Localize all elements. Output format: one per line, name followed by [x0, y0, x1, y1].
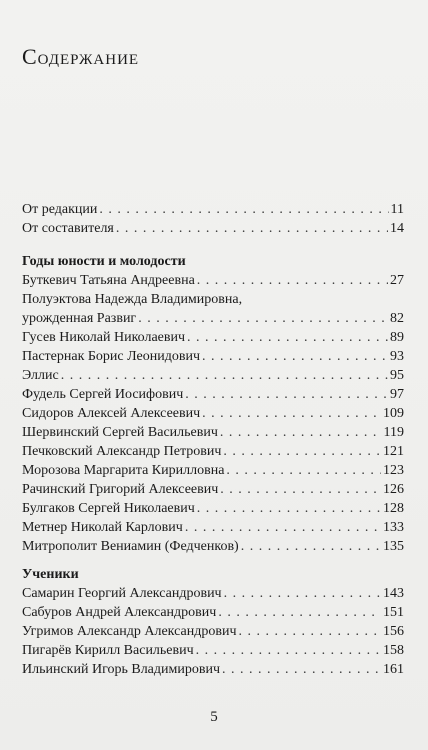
leader-dots: [241, 537, 381, 556]
toc-entry: [22, 423, 404, 442]
toc-entry: [22, 404, 404, 423]
toc-entry: [22, 366, 404, 385]
toc-entry-page: 123: [383, 463, 404, 478]
toc-entry-page: 11: [390, 202, 404, 217]
toc-entry-page: 158: [383, 643, 404, 658]
section-heading: Ученики: [22, 567, 79, 582]
toc-entry-title: Сидоров Алексей Алексеевич: [22, 406, 201, 421]
toc-entry-title: Шервинский Сергей Васильевич: [22, 425, 218, 440]
toc-entry-title: Пигарёв Кирилл Васильевич: [22, 643, 194, 658]
toc-entry: [22, 603, 404, 622]
toc-entry-page: 89: [390, 330, 404, 345]
toc-entry-page: 14: [390, 221, 404, 236]
toc-entry-title: От составителя: [22, 221, 114, 236]
leader-dots: [116, 219, 388, 238]
toc-section-youth: [22, 252, 404, 556]
toc-entry: [22, 537, 404, 556]
page-number: 5: [210, 709, 218, 725]
leader-dots: [238, 622, 381, 641]
toc-entry: [22, 442, 404, 461]
toc-entry-title: Митрополит Вениамин (Федченков): [22, 539, 239, 554]
toc-entry-page: 161: [383, 662, 404, 677]
leader-dots: [224, 584, 381, 603]
toc-entry: [22, 518, 404, 537]
leader-dots: [218, 603, 381, 622]
leader-dots: [196, 641, 381, 660]
leader-dots: [187, 328, 388, 347]
leader-dots: [223, 442, 381, 461]
toc-entry: [22, 660, 404, 679]
toc-entry-title: Пастернак Борис Леонидович: [22, 349, 200, 364]
toc-entry-title-continued: урожденная Развиг: [22, 311, 137, 326]
toc-entry: [22, 347, 404, 366]
toc-entry-title: Сабуров Андрей Александрович: [22, 605, 217, 620]
leader-dots: [185, 385, 388, 404]
toc-entry-title: Печковский Александр Петрович: [22, 444, 222, 459]
toc-entry: [22, 328, 404, 347]
toc-entry-title: Буткевич Татьяна Андреевна: [22, 273, 195, 288]
toc-entry-page: 156: [383, 624, 404, 639]
toc-entry-title: Метнер Николай Карлович: [22, 520, 183, 535]
toc-entry-title: Булгаков Сергей Николаевич: [22, 501, 195, 516]
toc-entry-title: Эллис: [22, 368, 59, 383]
toc-entry-title: Ильинский Игорь Владимирович: [22, 662, 221, 677]
toc-entry-page: 95: [390, 368, 404, 383]
leader-dots: [197, 499, 381, 518]
toc-entry-page: 109: [383, 406, 404, 421]
toc-entry: [22, 480, 404, 499]
toc-entry: [22, 271, 404, 290]
toc-entry-page: 27: [390, 273, 404, 288]
toc-entry-page: 128: [383, 501, 404, 516]
toc-entry-page: 151: [383, 605, 404, 620]
toc-entry-page: 126: [383, 482, 404, 497]
toc-entry-title: Морозова Маргарита Кирилловна: [22, 463, 225, 478]
toc-entry: [22, 622, 404, 641]
leader-dots: [185, 518, 381, 537]
toc-entry-page: 135: [383, 539, 404, 554]
leader-dots: [202, 404, 381, 423]
toc-entry-page: 143: [383, 586, 404, 601]
leader-dots: [138, 309, 388, 328]
toc-entry-page: 121: [383, 444, 404, 459]
toc-entry-title: Фудель Сергей Иосифович: [22, 387, 184, 402]
leader-dots: [222, 660, 381, 679]
toc-entry-title: От редакции: [22, 202, 98, 217]
toc-entry: [22, 461, 404, 480]
toc-entry: [22, 200, 404, 219]
toc-entry-page: 119: [383, 425, 404, 440]
leader-dots: [61, 366, 388, 385]
toc-entry-title: Самарин Георгий Александрович: [22, 586, 222, 601]
toc-entry-title: Полуэктова Надежда Владимировна,: [22, 292, 243, 307]
leader-dots: [197, 271, 388, 290]
toc-entry: [22, 499, 404, 518]
leader-dots: [202, 347, 388, 366]
toc-entry-title: Угримов Александр Александрович: [22, 624, 237, 639]
section-heading: Годы юности и молодости: [22, 254, 186, 269]
toc-entry-title: Рачинский Григорий Алексеевич: [22, 482, 219, 497]
leader-dots: [226, 461, 381, 480]
toc-entry-title: Гусев Николай Николаевич: [22, 330, 186, 345]
leader-dots: [220, 423, 382, 442]
toc-entry-page: 93: [390, 349, 404, 364]
front-matter: [22, 200, 404, 238]
toc-entry: [22, 385, 404, 404]
toc-entry: [22, 584, 404, 603]
toc-section-students: [22, 565, 404, 679]
toc-entry: [22, 290, 404, 328]
toc-entry-page: 82: [390, 311, 404, 326]
toc-entry-page: 97: [390, 387, 404, 402]
leader-dots: [220, 480, 381, 499]
leader-dots: [99, 200, 388, 219]
toc-entry: [22, 219, 404, 238]
toc-entry: [22, 641, 404, 660]
page-title: Содержание: [22, 44, 140, 69]
toc-entry-page: 133: [383, 520, 404, 535]
